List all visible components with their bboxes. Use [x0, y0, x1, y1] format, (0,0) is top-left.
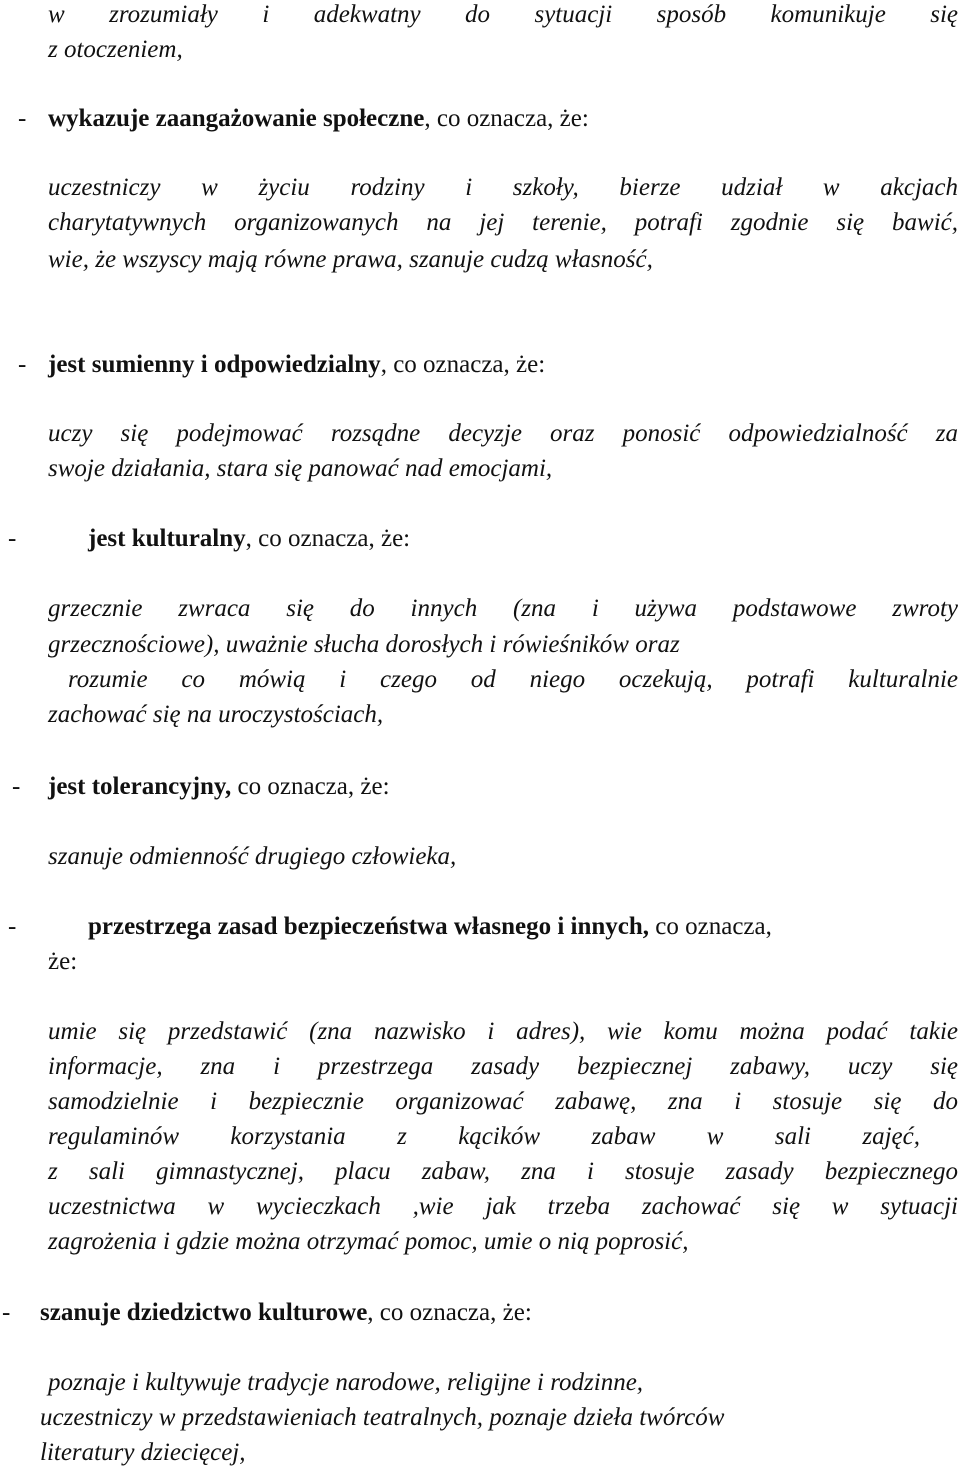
- bullet-5-heading: [88, 912, 772, 942]
- bullet-5-desc-5: z sali gimnastycznej, placu zabaw, zna i stosuje zasady bezpiecznego: [48, 1158, 958, 1185]
- bullet-5-bold: przestrzega zasad bezpieczeństwa własnego i innych,: [88, 913, 650, 940]
- bullet-2-heading: [48, 350, 545, 380]
- bullet-6-dash: -: [2, 1299, 11, 1326]
- bullet-1-desc-3: wie, że wszyscy mają równe prawa, szanuje cudzą własność,: [48, 246, 653, 273]
- bullet-1-bold: wykazuje zaangażowanie społeczne: [48, 105, 425, 132]
- bullet-5-desc-7: zagrożenia i gdzie można otrzymać pomoc, umie o nią poprosić,: [48, 1228, 689, 1255]
- bullet-3-desc-4: zachować się na uroczystościach,: [48, 701, 384, 728]
- bullet-1-heading: [48, 104, 589, 134]
- bullet-6-desc-2: uczestniczy w przedstawieniach teatralnych, poznaje dzieła twórców: [40, 1404, 725, 1431]
- bullet-3-rest: , co oznacza, że:: [245, 525, 411, 552]
- bullet-4-heading: [48, 772, 390, 802]
- bullet-6-heading: [40, 1298, 532, 1328]
- bullet-5-rest: co oznacza,: [649, 913, 772, 940]
- bullet-1-desc-1: uczestniczy w życiu rodziny i szkoły, bierze udział w akcjach: [48, 174, 958, 201]
- bullet-4-bold: jest tolerancyjny,: [48, 773, 232, 800]
- bullet-2-desc-2: swoje działania, stara się panować nad emocjami,: [48, 455, 553, 482]
- bullet-6-desc-3: literatury dziecięcej,: [40, 1439, 246, 1466]
- intro-line-1: w zrozumiały i adekwatny do sytuacji sposób komunikuje się: [48, 1, 958, 28]
- bullet-1-rest: , co oznacza, że:: [424, 105, 589, 132]
- bullet-4-dash: -: [12, 773, 21, 800]
- bullet-5-dash: -: [8, 913, 17, 940]
- bullet-3-heading: [88, 524, 410, 554]
- bullet-5-desc-1: umie się przedstawić (zna nazwisko i adres), wie komu można podać takie: [48, 1018, 958, 1045]
- bullet-5-desc-3: samodzielnie i bezpiecznie organizować zabawę, zna i stosuje się do: [48, 1088, 958, 1115]
- bullet-5-desc-4: regulaminów korzystania z kącików zabaw w sali zajęć,: [48, 1123, 920, 1150]
- bullet-3-desc-3: rozumie co mówią i czego od niego oczekują, potrafi kulturalnie: [68, 666, 958, 693]
- bullet-6-desc-1: poznaje i kultywuje tradycje narodowe, religijne i rodzinne,: [48, 1369, 644, 1396]
- bullet-5-desc-6: uczestnictwa w wycieczkach ,wie jak trzeba zachować się w sytuacji: [48, 1193, 958, 1220]
- bullet-2-rest: , co oznacza, że:: [380, 351, 546, 378]
- bullet-2-bold: jest sumienny i odpowiedzialny: [48, 351, 381, 378]
- bullet-2-dash: -: [18, 351, 27, 378]
- bullet-3-desc-1: grzecznie zwraca się do innych (zna i używa podstawowe zwroty: [48, 595, 958, 622]
- bullet-4-desc-1: szanuje odmienność drugiego człowieka,: [48, 843, 457, 870]
- bullet-3-desc-2: grzecznościowe), uważnie słucha dorosłych i rówieśników oraz: [48, 631, 680, 658]
- bullet-1-dash: -: [18, 105, 27, 132]
- bullet-2-desc-1: uczy się podejmować rozsądne decyzje oraz ponosić odpowiedzialność za: [48, 420, 958, 447]
- bullet-3-dash: -: [8, 525, 17, 552]
- bullet-6-rest: , co oznacza, że:: [367, 1299, 532, 1326]
- bullet-3-bold: jest kulturalny: [88, 525, 246, 552]
- bullet-4-rest: co oznacza, że:: [231, 773, 390, 800]
- bullet-1-desc-2: charytatywnych organizowanych na jej terenie, potrafi zgodnie się bawić,: [48, 209, 958, 236]
- bullet-5-heading-cont: że:: [48, 948, 78, 975]
- bullet-5-desc-2: informacje, zna i przestrzega zasady bezpiecznej zabawy, uczy się: [48, 1053, 958, 1080]
- bullet-6-bold: szanuje dziedzictwo kulturowe: [40, 1299, 368, 1326]
- intro-line-2: z otoczeniem,: [48, 36, 183, 63]
